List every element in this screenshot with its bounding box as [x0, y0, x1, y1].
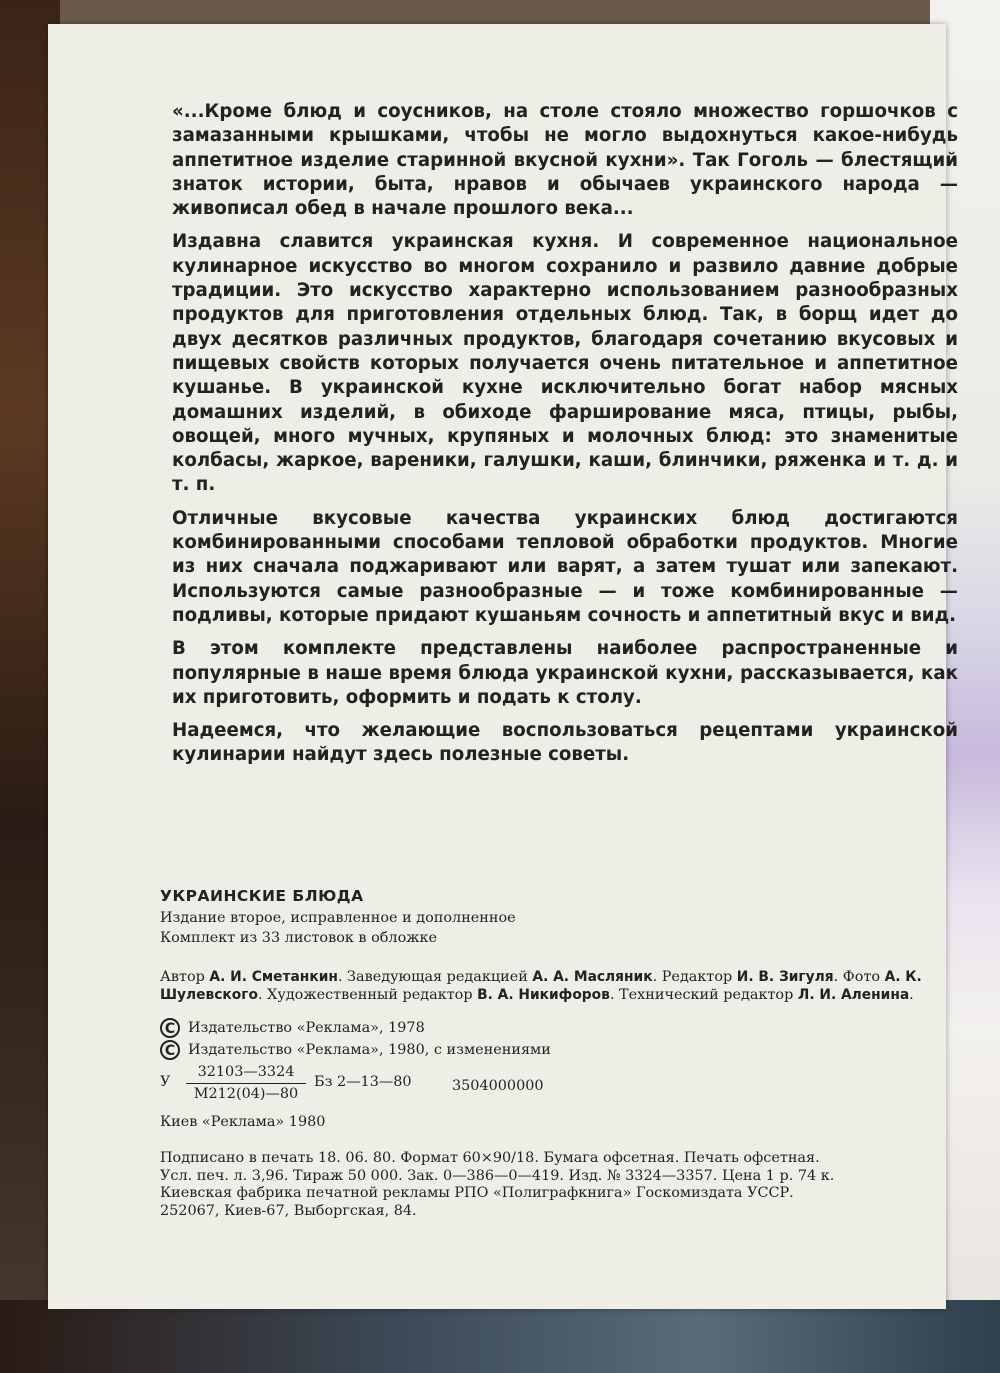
bibliographic-code	[160, 1064, 945, 1112]
editor-head-label: . Заведующая редакцией	[337, 969, 533, 985]
author-name: А. И. Сметанкин	[209, 969, 338, 985]
editor-head-name: А. А. Масляник	[532, 969, 653, 985]
imprint	[160, 886, 945, 1220]
imprint-title: УКРАИНСКИЕ БЛЮДА	[160, 887, 364, 905]
paragraph-2: Издавна славится украинская кухня. И современное национальное кулинарное искусство во многом сохранило и развило давние добрые традиции. Это искусство характерно использованием разнообразных продуктов для приготовления отдельных блюд. Так, в борщ идет до двух десятков различных продуктов, благодаря сочетанию вкусовых и пищевых свойств которых получается очень питательное и аппетитное кушанье. В украинской кухне исключительно богат набор мясных домашних изделий, в обиходе фарширование мяса, птицы, рыбы, овощей, много мучных, крупяных и молочных блюд: это знаменитые колбасы, жаркое, вареники, галушки, каши, блинчики, ряженка и т. д. и т. п.	[172, 231, 958, 496]
copyright-row-1	[160, 1018, 945, 1038]
bib-code: 3504000000	[452, 1078, 544, 1095]
paragraph-3: Отличные вкусовые качества украинских блюд достигаются комбинированными способами тепловой обработки продуктов. Многие из них сначала поджаривают или варят, а затем тушат или запекают. Используются самые разнообразные — и тоже комбинированные — подливы, которые придают кушаньям сочность и аппетитный вкус и вид.	[172, 507, 958, 626]
imprint-set: Комплект из 33 листовок в обложке	[160, 930, 437, 946]
imprint-edition: Издание второе, исправленное и дополненное	[160, 910, 516, 926]
copyright-text-2: Издательство «Реклама», 1980, с изменениями	[188, 1042, 551, 1059]
copyright-row-2	[160, 1040, 945, 1060]
paragraph-4: В этом комплекте представлены наиболее распространенные и популярные в наше время блюда украинской кухни, рассказывается, как их приготовить, оформить и подать к столу.	[172, 638, 958, 708]
background-bottom	[0, 1300, 1000, 1373]
copyright-icon: C	[160, 1040, 180, 1060]
art-editor-label: . Художественный редактор	[257, 987, 478, 1003]
paragraph-5: Надеемся, что желающие воспользоваться рецептами украинской кулинарии найдут здесь полезные советы.	[172, 720, 958, 766]
tech-line: Киевская фабрика печатной рекламы РПО «Полиграфкнига» Госкомиздата УССР.	[160, 1185, 794, 1202]
tech-editor-label: . Технический редактор	[609, 987, 798, 1003]
tech-line: Усл. печ. л. 3,96. Тираж 50 000. Зак. 0—386—0—419. Изд. № 3324—3357. Цена 1 р. 74 к.	[160, 1167, 835, 1184]
copyright-text-1: Издательство «Реклама», 1978	[188, 1020, 425, 1037]
art-editor-name: В. А. Никифоров	[477, 987, 610, 1003]
photo-name: А. К. Шулевского	[160, 969, 922, 1003]
imprint-credits	[160, 968, 945, 1004]
tech-line: Подписано в печать 18. 06. 80. Формат 60×90/18. Бумага офсетная. Печать офсетная.	[160, 1150, 820, 1167]
photo-label: . Фото	[833, 969, 885, 985]
bib-u: У	[160, 1074, 171, 1091]
credits-end: .	[909, 987, 914, 1003]
editor-label: . Редактор	[652, 969, 737, 985]
bib-fraction	[186, 1062, 306, 1104]
bib-numerator: 32103—3324	[186, 1062, 306, 1084]
editor-name: И. В. Зигуля	[736, 969, 834, 985]
paragraph-1: «...Кроме блюд и соусников, на столе стояло множество горшочков с замазанными крышками, чтобы не могло выдохнуться какое-нибудь аппетитное изделие старинной вкусной кухни». Так Гоголь — блестящий знаток истории, быта, нравов и обычаев украинского народа — живописал обед в начале прошлого века...	[172, 101, 958, 220]
bib-bbk: Бз 2—13—80	[314, 1074, 412, 1091]
main-text	[172, 100, 958, 768]
imprint-city: Киев «Реклама» 1980	[160, 1114, 326, 1131]
tech-editor-name: Л. И. Аленина	[797, 987, 910, 1003]
tech-line: 252067, Киев-67, Выборгская, 84.	[160, 1202, 417, 1219]
imprint-tech	[160, 1150, 945, 1220]
bib-denominator: М212(04)—80	[193, 1086, 299, 1103]
author-label: Автор	[160, 969, 210, 985]
copyright-icon: C	[160, 1018, 180, 1038]
